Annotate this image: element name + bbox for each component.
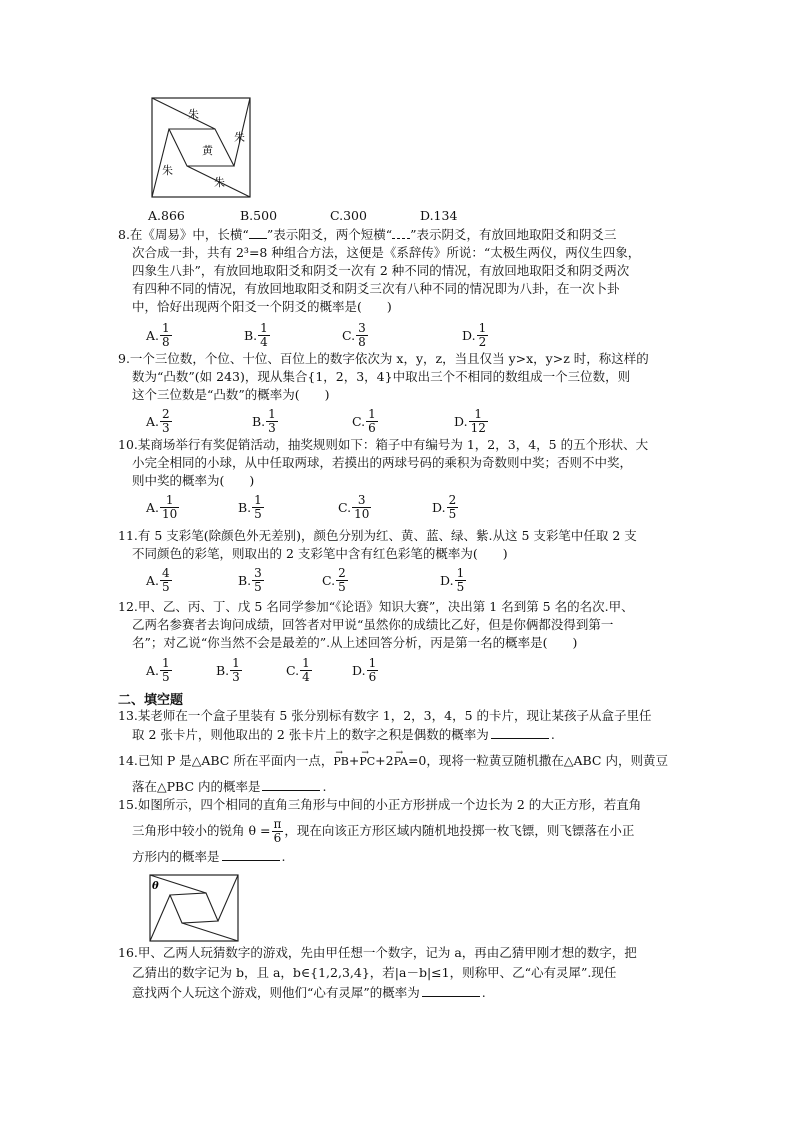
q10-option-a[interactable]	[146, 492, 180, 522]
q10-options	[146, 492, 546, 522]
q7-options	[148, 208, 548, 226]
frac-den: 12	[470, 420, 486, 435]
frac-den: 10	[354, 506, 370, 521]
q14-text: 14.已知 P 是△ABC 所在平面内一点，	[118, 753, 334, 768]
q11-text: 不同颜色的彩笔，则取出的 2 支彩笔中含有红色彩笔的概率为( )	[132, 546, 508, 561]
frac-den: 5	[254, 506, 262, 521]
q15-text: 方形内的概率是	[132, 849, 220, 864]
option-label: A.	[146, 499, 160, 515]
fraction	[447, 494, 459, 521]
option-label: B.	[238, 499, 252, 515]
q8-options	[146, 320, 546, 350]
yang-yao-symbol	[249, 229, 267, 239]
option-label: A.	[146, 662, 160, 678]
q9-text: 9.一个三位数，个位、十位、百位上的数字依次为 x，y，z，当且仅当 y>x，y>z 时，称这样的	[118, 351, 649, 366]
figure-2-square-diagram	[148, 873, 240, 943]
option-label: D.	[462, 327, 476, 343]
option-label: D.	[432, 499, 446, 515]
fraction	[258, 322, 270, 349]
q11-text: 11.有 5 支彩笔(除颜色外无差别)，颜色分别为红、黄、蓝、绿、紫.从这 5 支彩笔中任取 2 支	[118, 528, 637, 543]
fraction	[160, 494, 179, 521]
frac-den: 5	[254, 579, 262, 594]
q12-options	[146, 655, 546, 685]
q13-text: 取 2 张卡片，则他取出的 2 张卡片上的数字之积是偶数的概率为	[132, 727, 489, 742]
frac-den: 6	[273, 830, 282, 845]
figure-1-label: 黄	[202, 144, 213, 157]
option-label: C.	[352, 413, 366, 429]
frac-num: 3	[254, 565, 262, 580]
frac-den: 4	[302, 669, 310, 684]
option-label: C.	[338, 499, 352, 515]
frac-num: 1	[474, 406, 483, 421]
q7-option-b[interactable]: B.500	[240, 208, 278, 223]
q10-text: 小完全相同的小球，从中任取两球，若摸出的两球号码的乘积为奇数则中奖；否则不中奖，	[132, 455, 633, 470]
fraction	[366, 408, 378, 435]
frac-num: 4	[162, 565, 170, 580]
q9-text: 这个三位数是“凸数”的概率为( )	[132, 387, 330, 402]
q10-text: 10.某商场举行有奖促销活动，抽奖规则如下：箱子中有编号为 1，2，3，4，5 的五个形状、大	[118, 437, 649, 452]
fraction	[252, 567, 264, 594]
frac-num: 3	[358, 320, 366, 335]
option-label: A.	[146, 327, 160, 343]
q14-text: 落在△PBC 内的概率是	[132, 779, 261, 794]
fraction	[300, 657, 312, 684]
option-label: C.	[286, 662, 300, 678]
frac-num: 1	[260, 320, 268, 335]
q14-plus: +	[348, 753, 360, 768]
frac-den: 3	[162, 420, 170, 435]
frac-den: 5	[338, 579, 346, 594]
q8-text: ”表示阳爻，两个短横“	[266, 227, 393, 242]
q8-option-b[interactable]	[244, 320, 271, 350]
q12-option-d[interactable]	[352, 655, 379, 685]
fraction-theta	[271, 818, 283, 845]
q7-option-d[interactable]: D.134	[420, 208, 458, 223]
frac-den: 5	[162, 669, 170, 684]
q8-text: 有四种不同的情况，有放回地取阳爻和阴爻三次有八种不同的情况即为八卦，在一次卜卦	[132, 281, 620, 296]
option-label: D.	[352, 662, 366, 678]
frac-num: 2	[162, 406, 170, 421]
vector-pc: → PC	[359, 753, 375, 771]
q8-option-c[interactable]	[342, 320, 369, 350]
frac-den: 10	[162, 506, 178, 521]
q8-text: 中，恰好出现两个阳爻一个阴爻的概率是( )	[132, 299, 392, 314]
q15-text: ，现在向该正方形区域内随机地投掷一枚飞镖，则飞镖落在小正	[284, 823, 635, 838]
q10-option-d[interactable]	[432, 492, 459, 522]
theta-label: θ	[152, 881, 159, 892]
q8-text: 四象生八卦”，有放回地取阳爻和阴爻一次有 2 种不同的情况，有放回地取阳爻和阴爻两次	[132, 263, 630, 278]
frac-num: 1	[162, 655, 170, 670]
q9-option-a[interactable]	[146, 406, 173, 436]
frac-num: 1	[162, 320, 170, 335]
fraction	[469, 408, 488, 435]
option-label: C.	[322, 572, 336, 588]
q8-text: 8.在《周易》中，长横“	[118, 227, 249, 242]
answer-blank[interactable]	[422, 984, 480, 997]
option-label: A.	[146, 413, 160, 429]
q11-option-c[interactable]	[322, 565, 349, 595]
q16-text: 意找两个人玩这个游戏，则他们“心有灵犀”的概率为	[132, 985, 420, 1000]
q8-option-d[interactable]	[462, 320, 489, 350]
fraction	[266, 408, 278, 435]
frac-num: 1	[368, 406, 376, 421]
frac-den: 5	[448, 506, 457, 521]
frac-num: 1	[478, 320, 487, 335]
frac-num: 1	[268, 406, 276, 421]
fraction	[455, 567, 467, 594]
q12-text: 乙两名参赛者去询问成绩，回答者对甲说“虽然你的成绩比乙好，但是你俩都没得到第一	[132, 617, 614, 632]
q15-text: 15.如图所示，四个相同的直角三角形与中间的小正方形拼成一个边长为 2 的大正方形，若直角	[118, 797, 642, 812]
q16-text: 乙猜出的数字记为 b，且 a，b∈{1,2,3,4}，若|a－b|≤1，则称甲、乙“心有灵犀”.现任	[132, 965, 617, 980]
fraction	[477, 322, 489, 349]
answer-blank[interactable]	[491, 726, 549, 739]
q12-text: 12.甲、乙、丙、丁、戊 5 名同学参加“《论语》知识大赛”，决出第 1 名到第 5 名的名次.甲、	[118, 599, 634, 614]
figure-1-square-diagram	[150, 96, 252, 200]
frac-num: 1	[232, 655, 240, 670]
frac-den: 5	[456, 579, 465, 594]
fraction	[252, 494, 264, 521]
q16-end: .	[481, 985, 486, 1000]
q9-options	[146, 406, 546, 436]
q9-text: 数为“凸数”(如 243)，现从集合{1，2，3，4}中取出三个不相同的数组成一个三位数，则	[132, 369, 631, 384]
option-label: D.	[440, 572, 454, 588]
frac-num: 1	[165, 492, 174, 507]
q12-option-b[interactable]	[216, 655, 243, 685]
vector-pb: → PB	[333, 753, 349, 771]
q15-end: .	[281, 849, 286, 864]
option-label: B.	[244, 327, 258, 343]
frac-num: 1	[254, 492, 262, 507]
q13-text: 13.某老师在一个盒子里装有 5 张分别标有数字 1，2，3，4，5 的卡片，现让某孩子从盒子里任	[118, 708, 652, 723]
frac-num: π	[273, 816, 282, 831]
q13-end: .	[550, 727, 555, 742]
q12-option-c[interactable]	[286, 655, 313, 685]
frac-den: 2	[478, 334, 487, 349]
q12-option-a[interactable]	[146, 655, 173, 685]
q16-text: 16.甲、乙两人玩猜数字的游戏，先由甲任想一个数字，记为 a，再由乙猜甲刚才想的数字，把	[118, 945, 637, 960]
fraction	[352, 494, 371, 521]
fraction	[367, 657, 379, 684]
frac-den: 3	[232, 669, 240, 684]
q9-option-b[interactable]	[252, 406, 279, 436]
frac-num: 2	[448, 492, 457, 507]
q10-option-b[interactable]	[238, 492, 265, 522]
fraction	[160, 567, 172, 594]
figure-1-label: 朱	[214, 176, 225, 189]
answer-blank[interactable]	[262, 778, 320, 791]
frac-den: 8	[162, 334, 170, 349]
frac-num: 1	[456, 565, 465, 580]
option-label: B.	[238, 572, 252, 588]
q9-option-d[interactable]	[454, 406, 489, 436]
frac-den: 5	[162, 579, 170, 594]
fraction	[160, 657, 172, 684]
q11-option-d[interactable]	[440, 565, 467, 595]
q10-text: 则中奖的概率为( )	[132, 473, 255, 488]
option-label: C.	[342, 327, 356, 343]
frac-num: 3	[357, 492, 366, 507]
q11-option-a[interactable]	[146, 565, 173, 595]
frac-num: 1	[302, 655, 310, 670]
q7-option-a[interactable]: A.866	[148, 208, 185, 223]
figure-1-label: 朱	[162, 164, 173, 177]
q8-option-a[interactable]	[146, 320, 173, 350]
q11-option-b[interactable]	[238, 565, 265, 595]
fraction	[336, 567, 348, 594]
frac-den: 3	[268, 420, 276, 435]
option-label: B.	[252, 413, 266, 429]
q12-text: 名”；对乙说“你当然不会是最差的”.从上述回答分析，丙是第一名的概率是( )	[132, 635, 578, 650]
q15-text: 三角形中较小的锐角 θ =	[132, 823, 271, 838]
option-label: D.	[454, 413, 468, 429]
option-label: B.	[216, 662, 230, 678]
q11-options	[146, 565, 546, 595]
frac-den: 6	[368, 669, 377, 684]
figure-1-label: 朱	[234, 131, 245, 144]
vector-pa: → PA	[394, 753, 408, 771]
figure-1-label: 朱	[188, 108, 199, 121]
q8-text: 次合成一卦，共有 2³=8 种组合方法，这便是《系辞传》所说：“太极生两仪，两仪生四象，	[132, 245, 641, 260]
option-label: A.	[146, 572, 160, 588]
fraction	[356, 322, 368, 349]
q8-text: ”表示阴爻，有放回地取阳爻和阴爻三	[410, 227, 617, 242]
section-heading-fill-in: 二、填空题	[118, 693, 184, 708]
answer-blank[interactable]	[222, 848, 280, 861]
q9-option-c[interactable]	[352, 406, 379, 436]
frac-num: 1	[368, 655, 377, 670]
frac-den: 6	[368, 420, 376, 435]
q14-text: =0，现将一粒黄豆随机撒在△ABC 内，则黄豆	[407, 753, 668, 768]
fraction	[230, 657, 242, 684]
q14-end: .	[322, 779, 327, 794]
frac-den: 4	[260, 334, 268, 349]
yin-yao-symbol	[392, 229, 410, 239]
frac-den: 8	[358, 334, 366, 349]
fraction	[160, 322, 172, 349]
q7-option-c[interactable]: C.300	[330, 208, 367, 223]
fraction	[160, 408, 172, 435]
q10-option-c[interactable]	[338, 492, 372, 522]
frac-num: 2	[338, 565, 346, 580]
q14-plus: +2	[375, 753, 394, 768]
